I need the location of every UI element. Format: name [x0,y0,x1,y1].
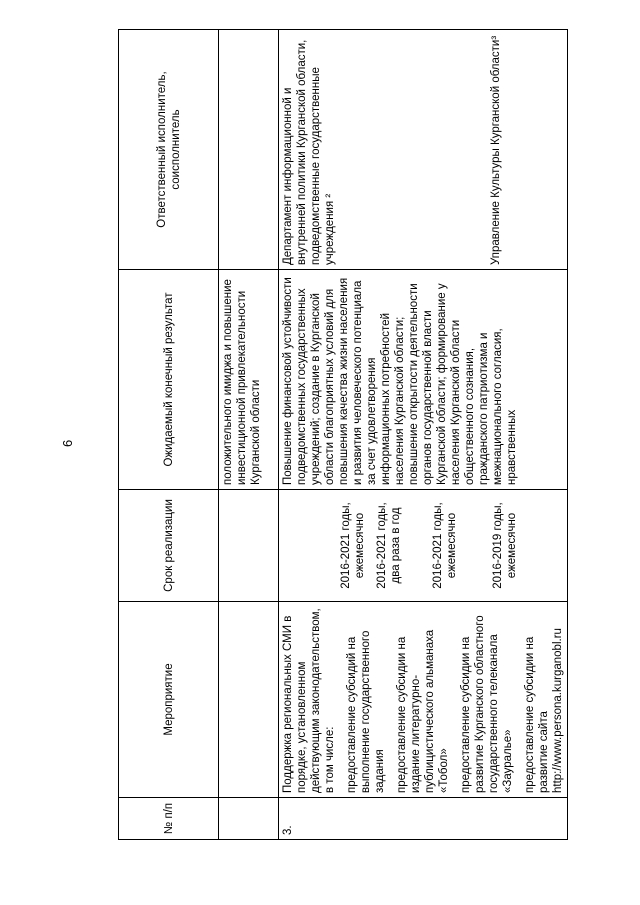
plan-table-sheet [118,30,628,840]
cell-executor [279,30,568,270]
header-event: Мероприятие [119,602,219,798]
header-result: Ожидаемый конечный результат [119,270,219,490]
header-term: Срок реализации [119,490,219,602]
cell-empty [219,798,279,840]
event-main: Поддержка региональных СМИ в порядке, установленном действующим законодательством, в том числе: [282,608,336,793]
cell-continuation-result: положительного имиджа и повышение инвестиционной привлекательности Курганской области [219,270,279,490]
table-row-continuation [219,30,279,840]
event-sub-4: предоставление субсидии на развитие сайта http://www.persona.kurganobl.ru [524,628,564,793]
cell-empty [219,602,279,798]
term-4: 2016-2019 годы, ежемесячно [492,502,518,589]
table-header-row [119,30,219,840]
executor-2: Управление Культуры Курганской области³ [490,35,502,265]
term-3: 2016-2021 годы, ежемесячно [432,502,458,589]
cell-empty [219,30,279,270]
header-num: № п/п [119,798,219,840]
header-executor: Ответственный исполнитель, соисполнитель [119,30,219,270]
cell-result: Повышение финансовой устойчивости подведомственных государственных учреждений; создание в Курганской области благоприятных условий для повышения качества жизни населения и развития человеческого потенциала за счет удовлетворения информационных потребностей населения Курганской области; повышение открытости деятельности органов государственной власти Курганской области; формирование у населения Курганской области общественного сознания, гражданского патриотизма и межнационального согласия, нравственных [279,270,568,490]
term-1: 2016-2021 годы, ежемесячно [340,502,366,589]
page-number: 6 [60,439,75,447]
cell-row-number: 3. [279,798,568,840]
term-2: 2016-2021 годы, два раза в год [376,502,402,589]
table-row-3 [279,30,568,840]
plan-table [118,29,568,840]
executor-1: Департамент информационной и внутренней политики Курганской области, подведомственные государственные учреждения ² [282,39,336,265]
event-sub-1: предоставление субсидий на выполнение государственного задания [346,630,386,793]
event-sub-2: предоставление субсидии на издание литературно-публицистического альманаха «Тобол» [396,629,450,793]
cell-term [279,490,568,602]
cell-empty [219,490,279,602]
event-sub-3: предоставление субсидии на развитие Курганского областного государственного телеканала «Зауралье» [460,615,514,793]
cell-event [279,602,568,798]
